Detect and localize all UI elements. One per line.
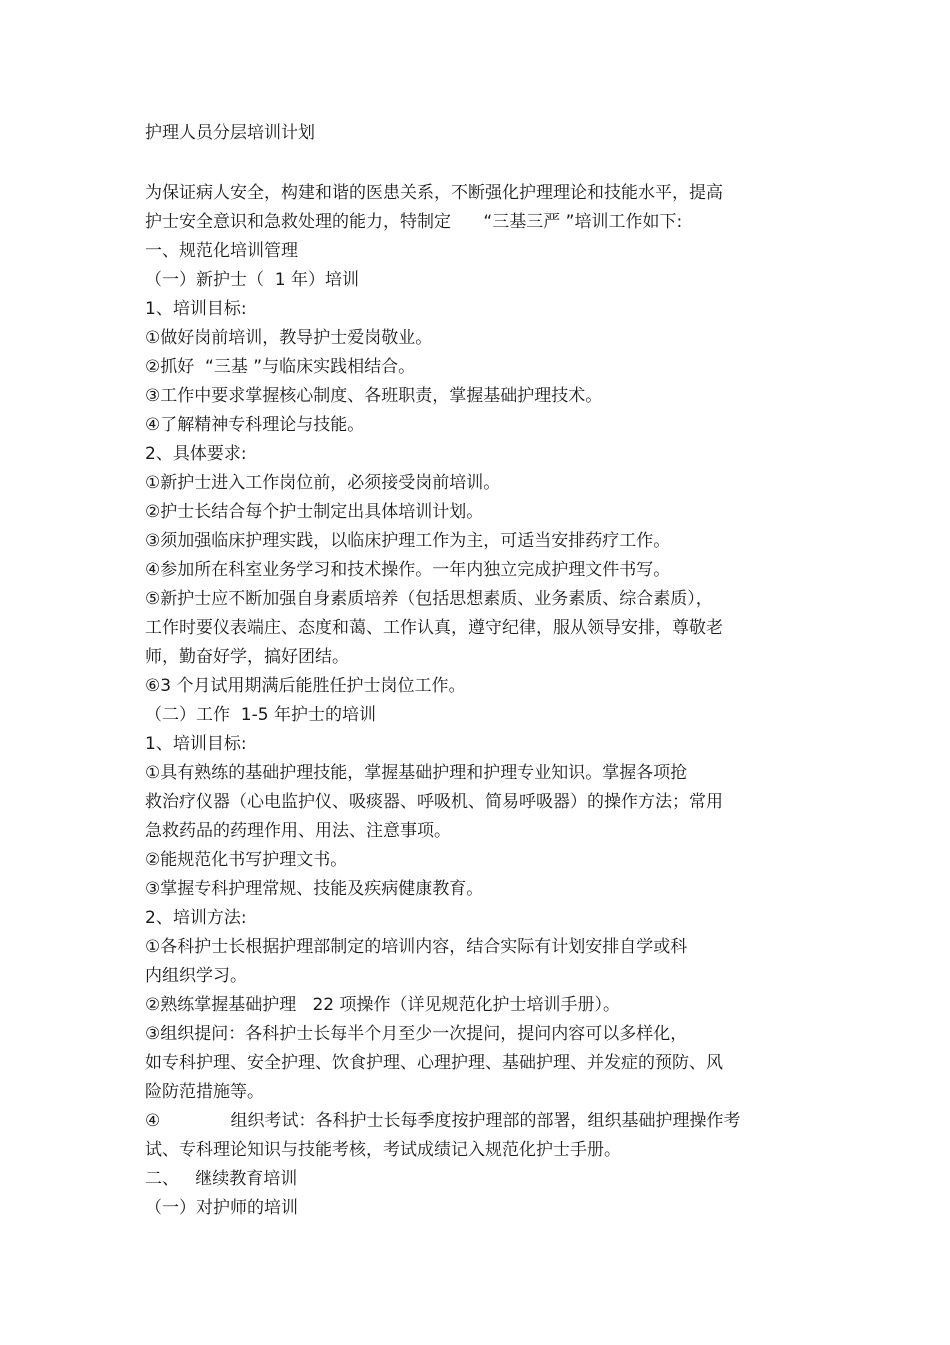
document-line: 工作时要仪表端庄、态度和蔼、工作认真，遵守纪律，服从领导安排，尊敬老 (145, 618, 723, 638)
document-line: ③掌握专科护理常规、技能及疾病健康教育。 (145, 879, 484, 899)
document-line: ②抓好 “三基 ”与临床实践相结合。 (145, 357, 416, 377)
document-line: ②熟练掌握基础护理 22 项操作（详见规范化护士培训手册）。 (145, 995, 620, 1015)
document-line: ④了解精神专科理论与技能。 (145, 415, 365, 435)
document-line: ①各科护士长根据护理部制定的培训内容，结合实际有计划安排自学或科 (145, 937, 688, 957)
document-line: （一）对护师的培训 (145, 1198, 298, 1218)
document-line: ②能规范化书写护理文书。 (145, 850, 348, 870)
document-line: 2、具体要求: (145, 444, 247, 464)
document-title: 护理人员分层培训计划 (145, 123, 315, 143)
document-line: 为保证病人安全，构建和谐的医患关系，不断强化护理理论和技能水平，提高 (145, 183, 723, 203)
document-line: ④ 组织考试：各科护士长每季度按护理部的部署，组织基础护理操作考 (145, 1111, 741, 1131)
document-line: ①新护士进入工作岗位前，必须接受岗前培训。 (145, 473, 501, 493)
document-line: 一、规范化培训管理 (145, 241, 298, 261)
document-line: 护士安全意识和急救处理的能力，特制定 “三基三严 ”培训工作如下: (145, 212, 683, 232)
document-line: 急救药品的药理作用、用法、注意事项。 (145, 821, 451, 841)
document-line: 内组织学习。 (145, 966, 247, 986)
document-line: 救治疗仪器（心电监护仪、吸痰器、呼吸机、简易呼吸器）的操作方法；常用 (145, 792, 723, 812)
document-line: ⑤新护士应不断加强自身素质培养（包括思想素质、业务素质、综合素质）， (145, 589, 713, 609)
document-line: 2、培训方法: (145, 908, 247, 928)
document-line: ⑥3 个月试用期满后能胜任护士岗位工作。 (145, 676, 466, 696)
document-line: （二）工作 1-5 年护士的培训 (145, 705, 376, 725)
document-line: ①做好岗前培训，教导护士爱岗敬业。 (145, 328, 433, 348)
document-line: 1、培训目标: (145, 299, 247, 319)
document-line: 险防范措施等。 (145, 1082, 264, 1102)
document-line: ①具有熟练的基础护理技能，掌握基础护理和护理专业知识。掌握各项抢 (145, 763, 688, 783)
document-line: 1、培训目标: (145, 734, 247, 754)
document-line: ④参加所在科室业务学习和技术操作。一年内独立完成护理文件书写。 (145, 560, 671, 580)
document-line: ②护士长结合每个护士制定出具体培训计划。 (145, 502, 484, 522)
document-line: 师，勤奋好学，搞好团结。 (145, 647, 349, 667)
document-line: ③工作中要求掌握核心制度、各班职责，掌握基础护理技术。 (145, 386, 603, 406)
document-line: ③组织提问：各科护士长每半个月至少一次提问，提问内容可以多样化， (145, 1024, 688, 1044)
document-line: ③须加强临床护理实践，以临床护理工作为主，可适当安排药疗工作。 (145, 531, 671, 551)
document-line: 如专科护理、安全护理、饮食护理、心理护理、基础护理、并发症的预防、风 (145, 1053, 723, 1073)
document-body (145, 179, 785, 1223)
document-line: 二、 继续教育培训 (145, 1169, 298, 1189)
document-line: 试、专科理论知识与技能考核，考试成绩记入规范化护士手册。 (145, 1140, 621, 1160)
document-line: （一）新护士（ 1 年）培训 (145, 270, 360, 290)
